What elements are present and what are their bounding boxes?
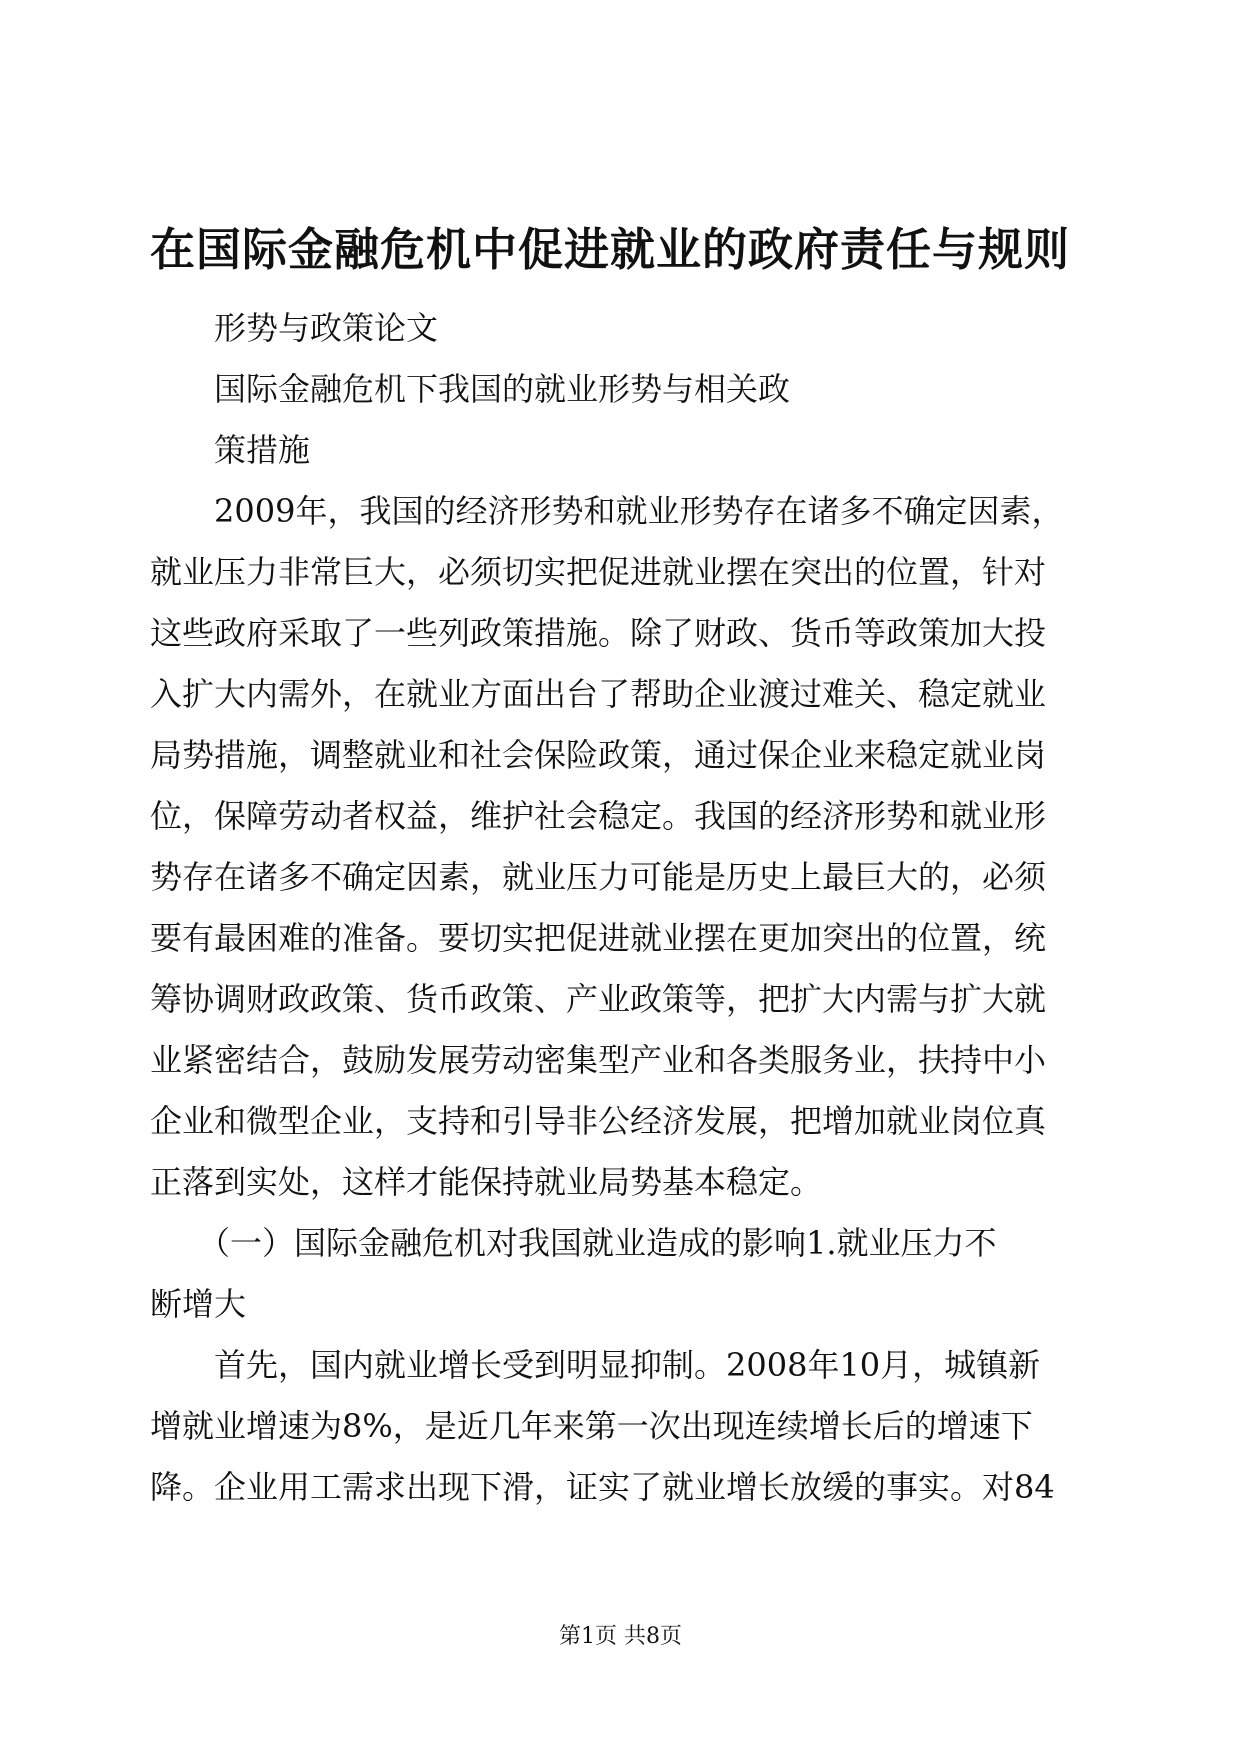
body-line: 增就业增速为8%，是近几年来第一次出现连续增长后的增速下 — [150, 1407, 1033, 1445]
document-body — [150, 298, 1080, 1518]
body-line: 业紧密结合，鼓励发展劳动密集型产业和各类服务业，扶持中小 — [150, 1041, 1047, 1079]
body-line: 势存在诸多不确定因素，就业压力可能是历史上最巨大的，必须 — [150, 858, 1047, 896]
body-line: 入扩大内需外，在就业方面出台了帮助企业渡过难关、稳定就业 — [150, 675, 1047, 713]
body-line: 位，保障劳动者权益，维护社会稳定。我国的经济形势和就业形 — [150, 797, 1047, 835]
body-line: 这些政府采取了一些列政策措施。除了财政、货币等政策加大投 — [150, 614, 1047, 652]
body-line: 要有最困难的准备。要切实把促进就业摆在更加突出的位置，统 — [150, 919, 1047, 957]
body-line: 2009年，我国的经济形势和就业形势存在诸多不确定因素， — [150, 492, 1064, 530]
body-line: 就业压力非常巨大，必须切实把促进就业摆在突出的位置，针对 — [150, 553, 1047, 591]
body-line: 局势措施，调整就业和社会保险政策，通过保企业来稳定就业岗 — [150, 736, 1047, 774]
body-line: 企业和微型企业，支持和引导非公经济发展，把增加就业岗位真 — [150, 1102, 1047, 1140]
body-line: 形势与政策论文 — [150, 309, 439, 347]
body-line: 首先，国内就业增长受到明显抑制。2008年10月，城镇新 — [150, 1346, 1041, 1384]
page-number-footer: 第1页 共8页 — [559, 1624, 682, 1649]
body-line: 筹协调财政政策、货币政策、产业政策等，把扩大内需与扩大就 — [150, 980, 1047, 1018]
document-title: 在国际金融危机中促进就业的政府责任与规则 — [150, 223, 1071, 276]
body-line: 国际金融危机下我国的就业形势与相关政 — [150, 370, 791, 408]
body-line: 策措施 — [150, 431, 311, 469]
body-line: 正落到实处，这样才能保持就业局势基本稳定。 — [150, 1163, 823, 1201]
body-line: 降。企业用工需求出现下滑，证实了就业增长放缓的事实。对84 — [150, 1468, 1055, 1506]
body-line: （一）国际金融危机对我国就业造成的影响1.就业压力不 — [150, 1224, 997, 1262]
body-line: 断增大 — [150, 1285, 247, 1323]
